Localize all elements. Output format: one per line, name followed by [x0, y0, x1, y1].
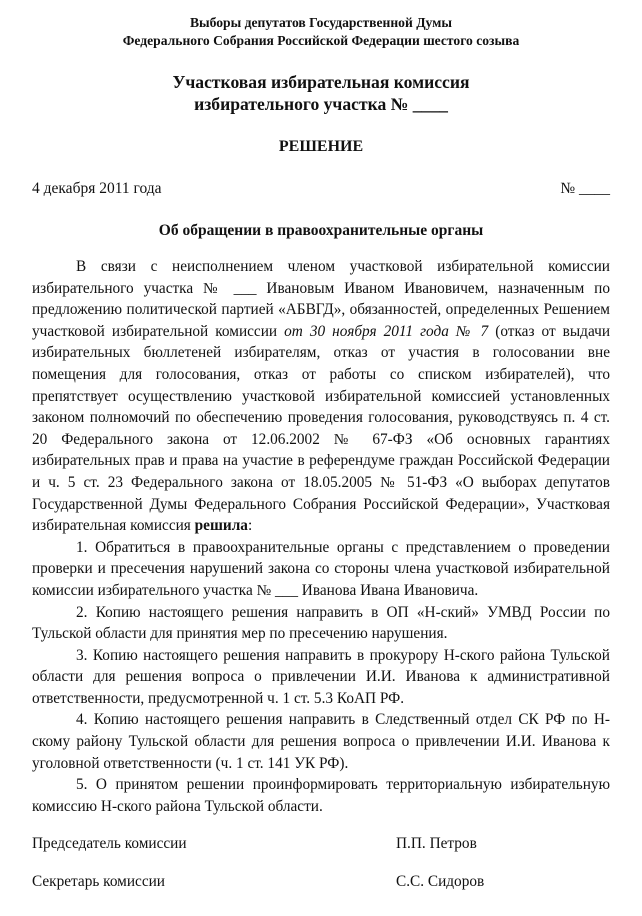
secretary-signature-row: [32, 872, 610, 892]
preamble-decided: решила: [194, 517, 248, 535]
chair-signature-row: [32, 834, 610, 854]
decision-body: [32, 256, 610, 817]
election-header: [32, 14, 610, 50]
decision-item-5: 5. О принятом решении проинформировать территориальную избирательную комиссию Н-ского района Тульской области.: [32, 776, 610, 815]
chair-name: П.П. Петров: [396, 835, 477, 853]
chair-role: Председатель комиссии: [32, 835, 187, 853]
decision-item-1: 1. Обратиться в правоохранительные органы с представлением о проведении проверки и пресечения нарушений закона со стороны члена участковой избирательной комиссии избирательного участка № ___ Иванова Ивана Ивановича.: [32, 538, 610, 599]
decision-item-2: 2. Копию настоящего решения направить в ОП «Н-ский» УМВД России по Тульской области для принятия мер по пресечению нарушения.: [32, 603, 610, 643]
decision-item-4: 4. Копию настоящего решения направить в Следственный отдел СК РФ по Н-скому району Тульской области для решения вопроса о привлечении И.И. Иванова к уголовной ответственности (ч. 1 ст. 141 УК РФ).: [32, 711, 610, 772]
preamble-text-1: В связи с неисполнением членом участковой избирательной комиссии избирательного участка № ___ Ивановым Иваном Ивановичем, назначенным по предложению политической партией «АБВГД», обязанностей, определенных Решением участковой избирательной комиссии: [32, 258, 610, 340]
decision-date: 4 декабря 2011 года: [32, 180, 162, 197]
preamble-text-2: (отказ от выдачи избирательных бюллетеней избирателям, отказ от участия в голосовании вне помещения для голосования, отказ от работы со списком избирателей), что препятствует осуществлению участковой избирательной комиссией установленных законом полномочий по обеспечению проведения голосования, руководствуясь п. 4 ст. 20 Федерального закона от 12.06.2002 № 67-ФЗ «Об основных гарантиях избирательных прав и права на участие в референдуме граждан Российской Федерации и ч. 5 ст. 23 Федерального закона от 18.05.2005 № 51-ФЗ «О выборах депутатов Государственной Думы Федерального Собрания Российской Федерации», Участковая избирательная комиссия: [32, 322, 611, 535]
commission-title: [32, 71, 610, 115]
commission-title-line1: Участковая избирательная комиссия: [172, 72, 470, 92]
date-number-line: [32, 179, 610, 199]
decision-title: РЕШЕНИЕ: [278, 138, 364, 155]
signatures: [32, 834, 610, 892]
secretary-name: С.С. Сидоров: [396, 873, 485, 891]
election-header-line2: Федерального Собрания Российской Федерации шестого созыва: [122, 33, 520, 48]
secretary-role: Секретарь комиссии: [32, 873, 165, 891]
preamble-reference: от 30 ноября 2011 года № 7: [284, 322, 489, 340]
preamble-paragraph: [32, 256, 610, 537]
preamble-colon: :: [247, 517, 253, 535]
decision-number: № ____: [560, 180, 610, 197]
decision-subject: Об обращении в правоохранительные органы: [158, 222, 484, 239]
commission-title-line2: избирательного участка № ____: [194, 94, 448, 114]
election-header-line1: Выборы депутатов Государственной Думы: [189, 15, 453, 30]
decision-item-3: 3. Копию настоящего решения направить в прокурору Н-ского района Тульской области для решения вопроса о привлечении И.И. Иванова к административной ответственности, предусмотренной ч. 1 ст. 5.3 КоАП РФ.: [32, 646, 610, 707]
